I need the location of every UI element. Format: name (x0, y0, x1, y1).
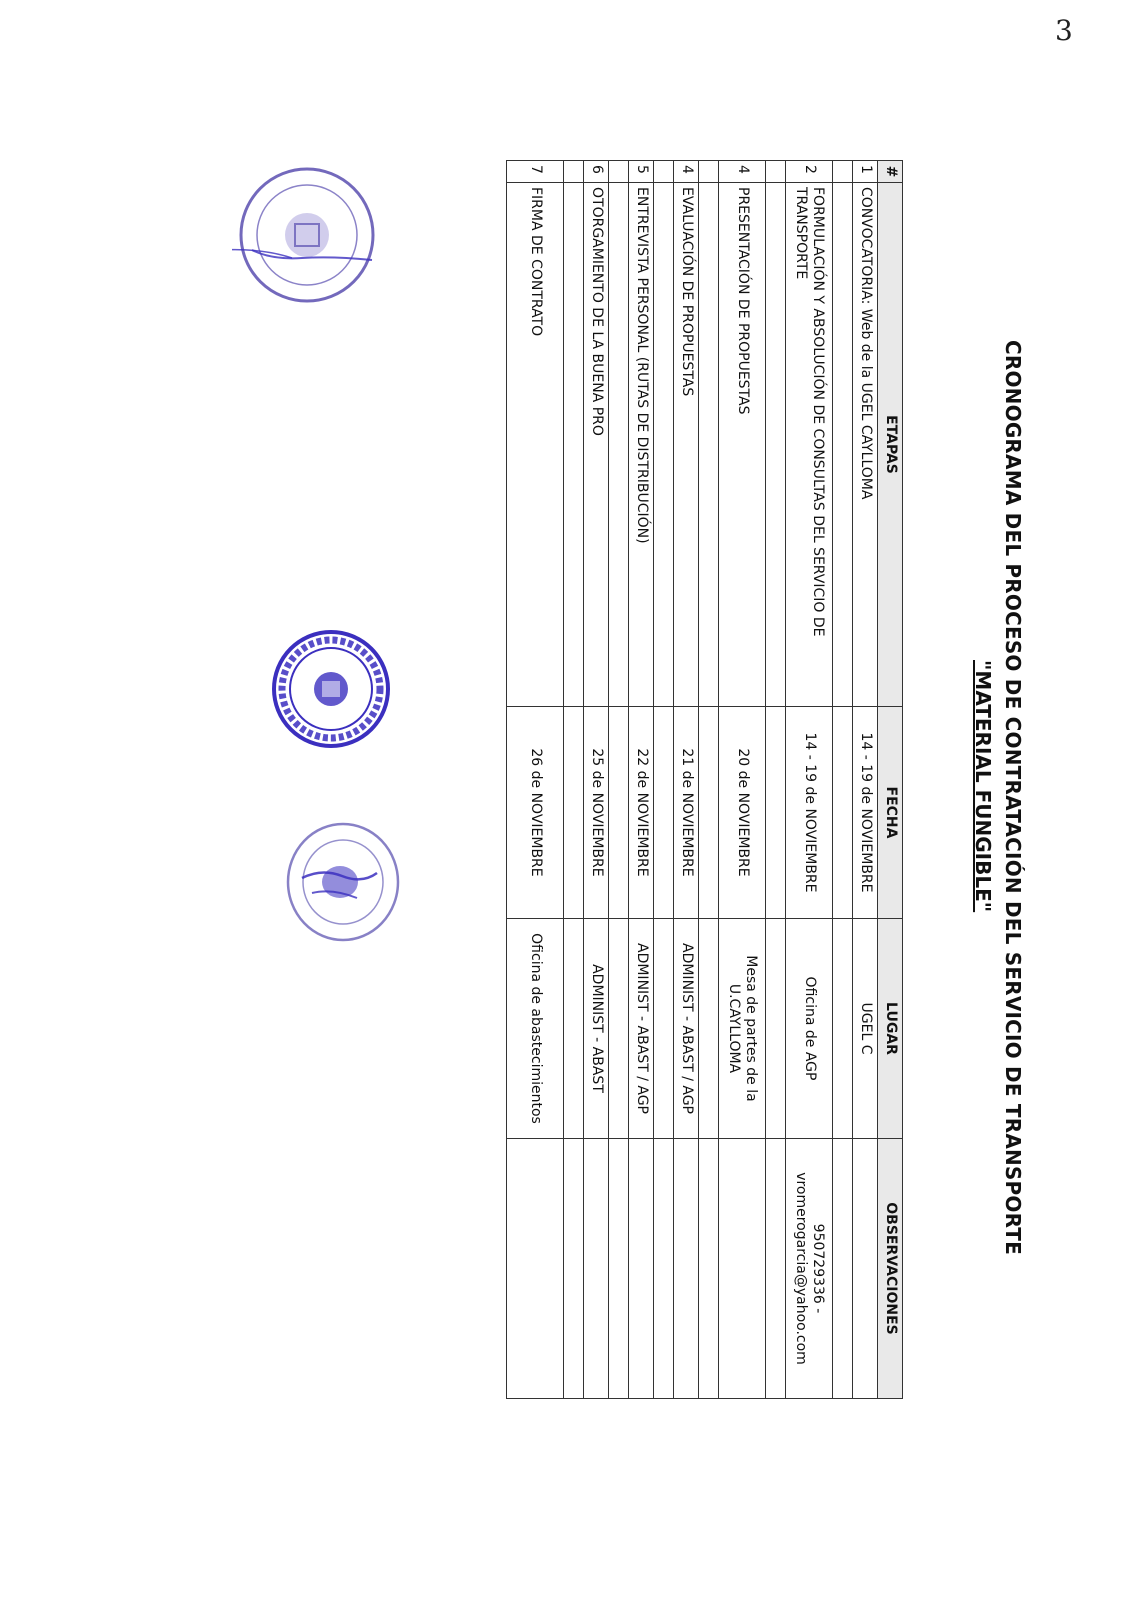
row-fecha: 26 de NOVIEMBRE (507, 707, 564, 919)
row-etapa: FORMULACIÓN Y ABSOLUCIÓN DE CONSULTAS DEL SERVICIO DE TRANSPORTE (786, 183, 833, 707)
table-spacer-row (699, 161, 719, 1399)
table-row (674, 161, 699, 1399)
row-num: 1 (853, 161, 878, 183)
header-lugar: LUGAR (878, 919, 903, 1139)
row-lugar: Oficina de AGP (786, 919, 833, 1139)
row-lugar: ADMINIST - ABAST (584, 919, 609, 1139)
header-num: # (878, 161, 903, 183)
row-etapa: PRESENTACIÓN DE PROPUESTAS (719, 183, 766, 707)
table-row (853, 161, 878, 1399)
row-observaciones (507, 1139, 564, 1399)
row-observaciones (853, 1139, 878, 1399)
table-spacer-row (654, 161, 674, 1399)
row-num: 6 (584, 161, 609, 183)
table-row (786, 161, 833, 1399)
page-subtitle: "MATERIAL FUNGIBLE" (971, 660, 995, 913)
row-fecha: 22 de NOVIEMBRE (629, 707, 654, 919)
regional-education-stamp (268, 626, 394, 752)
row-lugar: UGEL C (853, 919, 878, 1139)
header-fecha: FECHA (878, 707, 903, 919)
row-num: 5 (629, 161, 654, 183)
page-number: 3 (1055, 14, 1073, 47)
row-observaciones (674, 1139, 699, 1399)
row-num: 7 (507, 161, 564, 183)
administration-stamp (232, 160, 382, 310)
row-lugar: Mesa de partes de la U.CAYLLOMA (719, 919, 766, 1139)
table-spacer-row (766, 161, 786, 1399)
document-content (385, 165, 1025, 1530)
table-spacer-row (609, 161, 629, 1399)
row-fecha: 14 - 19 de NOVIEMBRE (853, 707, 878, 919)
row-etapa: EVALUACIÓN DE PROPUESTAS (674, 183, 699, 707)
row-num: 2 (786, 161, 833, 183)
row-observaciones: 950729336 - vromerogarcia@yahoo.com (786, 1139, 833, 1399)
page-title: CRONOGRAMA DEL PROCESO DE CONTRATACIÓN DEL SERVICIO DE TRANSPORTE (1001, 340, 1025, 1256)
table-row (507, 161, 564, 1399)
row-etapa: ENTREVISTA PERSONAL (RUTAS DE DISTRIBUCIÓN) (629, 183, 654, 707)
row-num: 4 (719, 161, 766, 183)
row-fecha: 25 de NOVIEMBRE (584, 707, 609, 919)
row-fecha: 20 de NOVIEMBRE (719, 707, 766, 919)
header-observaciones: OBSERVACIONES (878, 1139, 903, 1399)
row-observaciones (584, 1139, 609, 1399)
table-row (719, 161, 766, 1399)
row-lugar: ADMINIST - ABAST / AGP (629, 919, 654, 1139)
local-education-unit-stamp (282, 818, 404, 946)
row-observaciones (629, 1139, 654, 1399)
row-etapa: FIRMA DE CONTRATO (507, 183, 564, 707)
row-lugar: ADMINIST - ABAST / AGP (674, 919, 699, 1139)
header-etapas: ETAPAS (878, 183, 903, 707)
row-observaciones (719, 1139, 766, 1399)
table-spacer-row (833, 161, 853, 1399)
table-spacer-row (564, 161, 584, 1399)
schedule-table (506, 160, 903, 1399)
table-header-row (878, 161, 903, 1399)
table-row (629, 161, 654, 1399)
row-fecha: 14 - 19 de NOVIEMBRE (786, 707, 833, 919)
row-lugar: Oficina de abastecimientos (507, 919, 564, 1139)
table-row (584, 161, 609, 1399)
row-fecha: 21 de NOVIEMBRE (674, 707, 699, 919)
row-etapa: OTORGAMIENTO DE LA BUENA PRO (584, 183, 609, 707)
row-etapa: CONVOCATORIA: Web de la UGEL CAYLLOMA (853, 183, 878, 707)
row-num: 4 (674, 161, 699, 183)
